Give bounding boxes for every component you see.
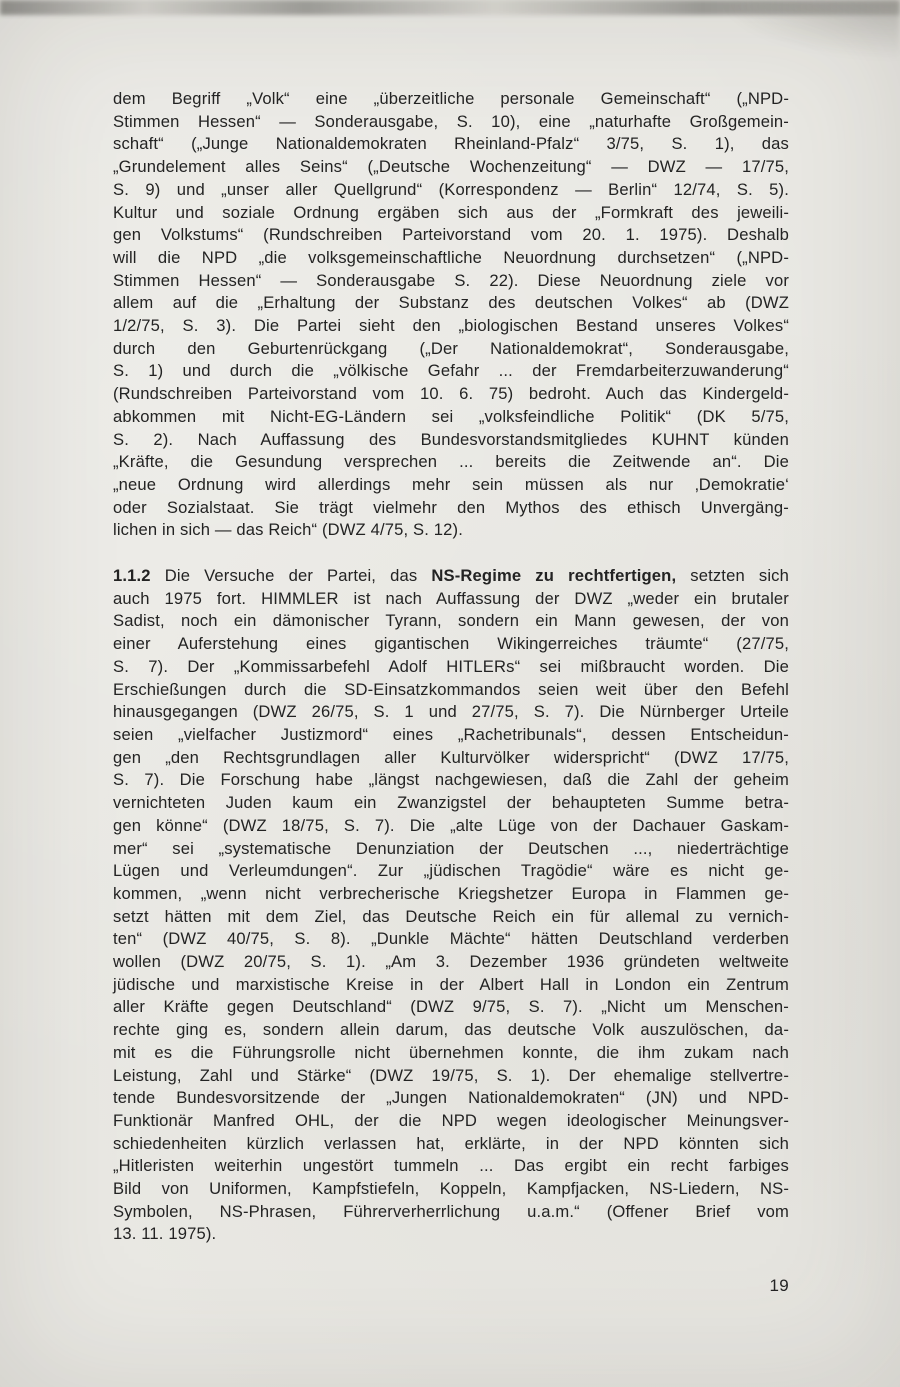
text-line [113, 88, 789, 111]
text-line [113, 474, 789, 497]
text-segment: kommen, „wenn nicht verbrecherische Kriegshetzer Europa in Flammen ge- [113, 883, 789, 903]
paragraph-2 [113, 565, 789, 1246]
text-line [113, 360, 789, 383]
text-segment: Funktionär Manfred OHL, der die NPD wegen ideologischer Meinungsver- [113, 1110, 789, 1130]
bold-text: NS-Regime zu rechtfertigen, [431, 566, 677, 586]
text-segment: 13. 11. 1975). [113, 1224, 217, 1244]
text-line [113, 406, 789, 429]
text-line [113, 610, 789, 633]
text-line [113, 951, 789, 974]
text-segment: setzten sich [676, 566, 789, 586]
text-line [113, 747, 789, 770]
text-segment: „neue Ordnung wird allerdings mehr sein müssen als nur ‚Demokratie‘ [113, 474, 789, 494]
text-line [113, 270, 789, 293]
text-segment: wollen (DWZ 20/75, S. 1). „Am 3. Dezember 1936 gründeten weltweite [113, 952, 789, 972]
text-line [113, 315, 789, 338]
text-line [113, 679, 789, 702]
text-line [113, 860, 789, 883]
text-segment: allem auf die „Erhaltung der Substanz des deutschen Volkes“ ab (DWZ [113, 293, 789, 313]
text-segment: tende Bundesvorsitzende der „Jungen Nationaldemokraten“ (JN) und NPD- [113, 1088, 789, 1108]
text-segment: Stimmen Hessen“ — Sonderausgabe S. 22). Diese Neuordnung ziele vor [113, 270, 789, 290]
text-line [113, 996, 789, 1019]
text-line [113, 1201, 789, 1224]
bold-text: 1.1.2 [113, 566, 151, 586]
text-line [113, 815, 789, 838]
text-block [113, 88, 789, 1246]
text-line [113, 247, 789, 270]
text-segment: S. 1) und durch die „völkische Gefahr ... der Fremdarbeiterzuwanderung“ [113, 361, 789, 381]
text-line [113, 906, 789, 929]
text-segment: seien „vielfacher Justizmord“ eines „Rachetribunals“, dessen Entscheidun- [113, 724, 789, 744]
text-segment: Stimmen Hessen“ — Sonderausgabe, S. 10), eine „naturhafte Großgemein- [113, 111, 789, 131]
text-line [113, 1223, 789, 1246]
text-segment: gen Volkstums“ (Rundschreiben Parteivorstand vom 20. 1. 1975). Deshalb [113, 225, 789, 245]
text-line [113, 1087, 789, 1110]
text-line [113, 588, 789, 611]
text-line [113, 383, 789, 406]
text-line [113, 429, 789, 452]
text-segment: gen könne“ (DWZ 18/75, S. 7). Die „alte Lüge von der Dachauer Gaskam- [113, 815, 789, 835]
text-line [113, 928, 789, 951]
text-line [113, 1133, 789, 1156]
text-segment: (Rundschreiben Parteivorstand vom 10. 6. 75) bedroht. Auch das Kindergeld- [113, 384, 789, 404]
text-segment: vernichteten Juden kaum ein Zwanzigstel der behaupteten Summe betra- [113, 793, 789, 813]
text-segment: abkommen mit Nicht-EG-Ländern sei „volksfeindliche Politik“ (DK 5/75, [113, 406, 789, 426]
text-line [113, 1110, 789, 1133]
scan-artifact-corner [720, 0, 900, 60]
text-segment: gen „den Rechtsgrundlagen aller Kulturvölker widerspricht“ (DWZ 17/75, [113, 747, 789, 767]
text-segment: lichen in sich — das Reich“ (DWZ 4/75, S. 12). [113, 520, 463, 540]
text-line [113, 224, 789, 247]
text-line [113, 838, 789, 861]
text-segment: Lügen und Verleumdungen“. Zur „jüdischen Tragödie“ wäre es nicht ge- [113, 861, 789, 881]
text-segment: S. 7). Der „Kommissarbefehl Adolf HITLERs“ sei mißbraucht worden. Die [113, 656, 789, 676]
text-line [113, 792, 789, 815]
text-line [113, 292, 789, 315]
text-segment: Kultur und soziale Ordnung ergäben sich aus der „Formkraft des jeweili- [113, 202, 789, 222]
text-segment: hinausgegangen (DWZ 26/75, S. 1 und 27/75, S. 7). Die Nürnberger Urteile [113, 702, 789, 722]
text-line [113, 156, 789, 179]
text-segment: „Kräfte, die Gesundung versprechen ... bereits die Zeitwende an“. Die [113, 452, 789, 472]
text-segment: Leistung, Zahl und Stärke“ (DWZ 19/75, S. 1). Der ehemalige stellvertre- [113, 1065, 789, 1085]
text-segment: S. 9) und „unser aller Quellgrund“ (Korrespondenz — Berlin“ 12/74, S. 5). [113, 179, 789, 199]
text-segment: ten“ (DWZ 40/75, S. 8). „Dunkle Mächte“ hätten Deutschland verderben [113, 929, 789, 949]
text-line [113, 565, 789, 588]
text-line [113, 1155, 789, 1178]
text-line [113, 1042, 789, 1065]
text-segment: Symbolen, NS-Phrasen, Führerverherrlichung u.a.m.“ (Offener Brief vom [113, 1201, 789, 1221]
text-segment: S. 2). Nach Auffassung des Bundesvorstandsmitgliedes KUHNT künden [113, 429, 789, 449]
text-segment: dem Begriff „Volk“ eine „überzeitliche personale Gemeinschaft“ („NPD- [113, 89, 789, 108]
text-line [113, 724, 789, 747]
text-line [113, 451, 789, 474]
text-segment: Erschießungen durch die SD-Einsatzkommandos seien weit über den Befehl [113, 679, 789, 699]
text-line [113, 769, 789, 792]
text-line [113, 497, 789, 520]
text-line [113, 519, 789, 542]
text-line [113, 883, 789, 906]
text-line [113, 179, 789, 202]
text-segment: „Grundelement alles Seins“ („Deutsche Wochenzeitung“ — DWZ — 17/75, [113, 157, 789, 177]
page-number: 19 [769, 1276, 789, 1295]
text-line [113, 633, 789, 656]
text-line [113, 1019, 789, 1042]
text-segment: Sadist, noch ein dämonischer Tyrann, sondern ein Mann gewesen, der von [113, 611, 789, 631]
text-line [113, 974, 789, 997]
text-line [113, 701, 789, 724]
text-line [113, 338, 789, 361]
text-segment: will die NPD „die volksgemeinschaftliche Neuordnung durchsetzen“ („NPD- [113, 247, 789, 267]
text-segment: mit es die Führungsrolle nicht übernehmen konnte, die ihm zukam nach [113, 1042, 789, 1062]
text-line [113, 1065, 789, 1088]
text-segment: einer Auferstehung eines gigantischen Wikingerreiches träumte“ (27/75, [113, 634, 789, 654]
text-segment: mer“ sei „systematische Denunziation der Deutschen ..., niederträchtige [113, 838, 789, 858]
text-segment: schaft“ („Junge Nationaldemokraten Rheinland-Pfalz“ 3/75, S. 1), das [113, 134, 789, 154]
text-line [113, 656, 789, 679]
text-segment: durch den Geburtenrückgang („Der Nationaldemokrat“, Sonderausgabe, [113, 338, 789, 358]
paragraph-1 [113, 88, 789, 542]
text-segment: jüdische und marxistische Kreise in der Albert Hall in London ein Zentrum [113, 974, 789, 994]
text-segment: „Hitleristen weiterhin ungestört tummeln ... Das ergibt ein recht farbiges [113, 1156, 789, 1176]
text-segment: aller Kräfte gegen Deutschland“ (DWZ 9/75, S. 7). „Nicht um Menschen- [113, 997, 789, 1017]
text-line [113, 202, 789, 225]
text-line [113, 1178, 789, 1201]
text-segment: auch 1975 fort. HIMMLER ist nach Auffassung der DWZ „weder ein brutaler [113, 588, 789, 608]
text-segment: Die Versuche der Partei, das [150, 566, 432, 586]
text-segment: S. 7). Die Forschung habe „längst nachgewiesen, daß die Zahl der geheim [113, 770, 789, 790]
text-segment: oder Sozialstaat. Sie trägt vielmehr den Mythos des ethisch Unvergäng- [113, 497, 789, 517]
text-segment: 1/2/75, S. 3). Die Partei sieht den „biologischen Bestand unseres Volkes“ [113, 316, 789, 336]
text-segment: setzt hätten mit dem Ziel, das Deutsche Reich ein für allemal zu vernich- [113, 906, 789, 926]
text-line [113, 133, 789, 156]
text-segment: rechte ging es, sondern allein darum, das deutsche Volk auszulöschen, da- [113, 1020, 789, 1040]
text-line [113, 111, 789, 134]
text-segment: schiedenheiten kürzlich verlassen hat, erklärte, in der NPD könnten sich [113, 1133, 789, 1153]
text-segment: Bild von Uniformen, Kampfstiefeln, Koppeln, Kampfjacken, NS-Liedern, NS- [113, 1179, 789, 1199]
